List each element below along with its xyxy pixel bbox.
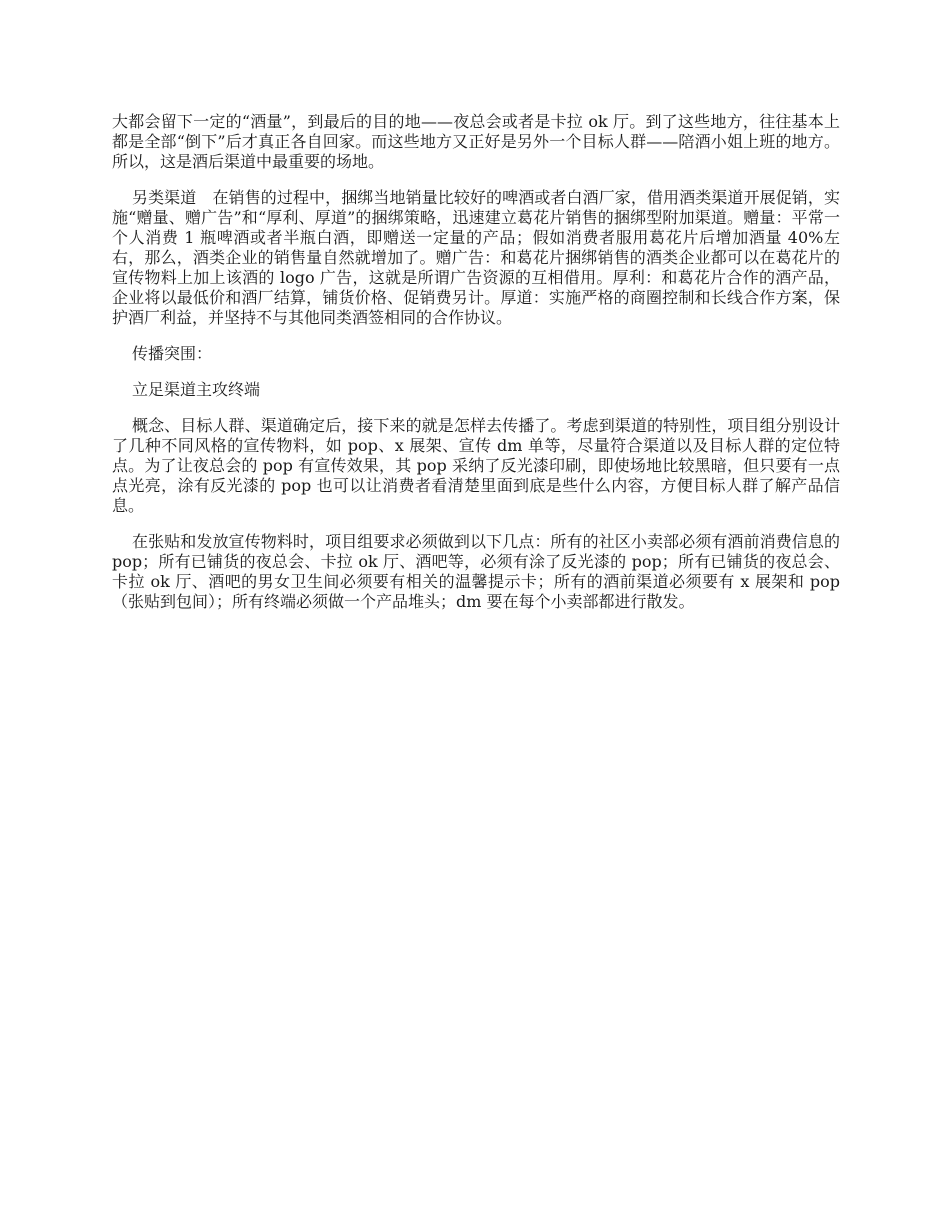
paragraph-late-night-venues: 大都会留下一定的“酒量”，到最后的目的地——夜总会或者是卡拉 ok 厅。到了这些地方，往往基本上都是全部“倒下”后才真正各自回家。而这些地方又正好是另外一个目标人群——陪酒小姐上班的地方。所以，这是酒后渠道中最重要的场地。	[112, 112, 840, 171]
paragraph-alternative-channel: 另类渠道 在销售的过程中，捆绑当地销量比较好的啤酒或者白酒厂家，借用酒类渠道开展促销，实施“赠量、赠广告”和“厚利、厚道”的捆绑策略，迅速建立葛花片销售的捆绑型附加渠道。赠量：平常一个人消费 1 瓶啤酒或者半瓶白酒，即赠送一定量的产品；假如消费者服用葛花片后增加酒量 40%左右，那么，酒类企业的销售量自然就增加了。赠广告：和葛花片捆绑销售的酒类企业都可以在葛花片的宣传物料上加上该酒的 logo 广告，这就是所谓广告资源的互相借用。厚利：和葛花片合作的酒产品，企业将以最低价和酒厂结算，铺货价格、促销费另计。厚道：实施严格的商圈控制和长线合作方案，保护酒厂利益，并坚持不与其他同类酒签相同的合作协议。	[112, 188, 840, 327]
section-subheading-terminal: 立足渠道主攻终端	[132, 380, 261, 399]
paragraph-promotion-materials: 概念、目标人群、渠道确定后，接下来的就是怎样去传播了。考虑到渠道的特别性，项目组分别设计了几种不同风格的宣传物料，如 pop、x 展架、宣传 dm 单等，尽量符合渠道以及目标人群的定位特点。为了让夜总会的 pop 有宣传效果，其 pop 采纳了反光漆印刷，即使场地比较黑暗，但只要有一点点光亮，涂有反光漆的 pop 也可以让消费者看清楚里面到底是些什么内容，方便目标人群了解产品信息。	[112, 416, 840, 515]
paragraph-distribution-rules: 在张贴和发放宣传物料时，项目组要求必须做到以下几点：所有的社区小卖部必须有酒前消费信息的 pop；所有已铺货的夜总会、卡拉 ok 厅、酒吧等，必须有涂了反光漆的 pop；所有已铺货的夜总会、卡拉 ok 厅、酒吧的男女卫生间必须要有相关的温馨提示卡；所有的酒前渠道必须要有 x 展架和 pop（张贴到包间）；所有终端必须做一个产品堆头；dm 要在每个小卖部都进行散发。	[112, 532, 840, 611]
document-body	[112, 112, 840, 628]
section-heading-communication: 传播突围：	[132, 344, 213, 363]
